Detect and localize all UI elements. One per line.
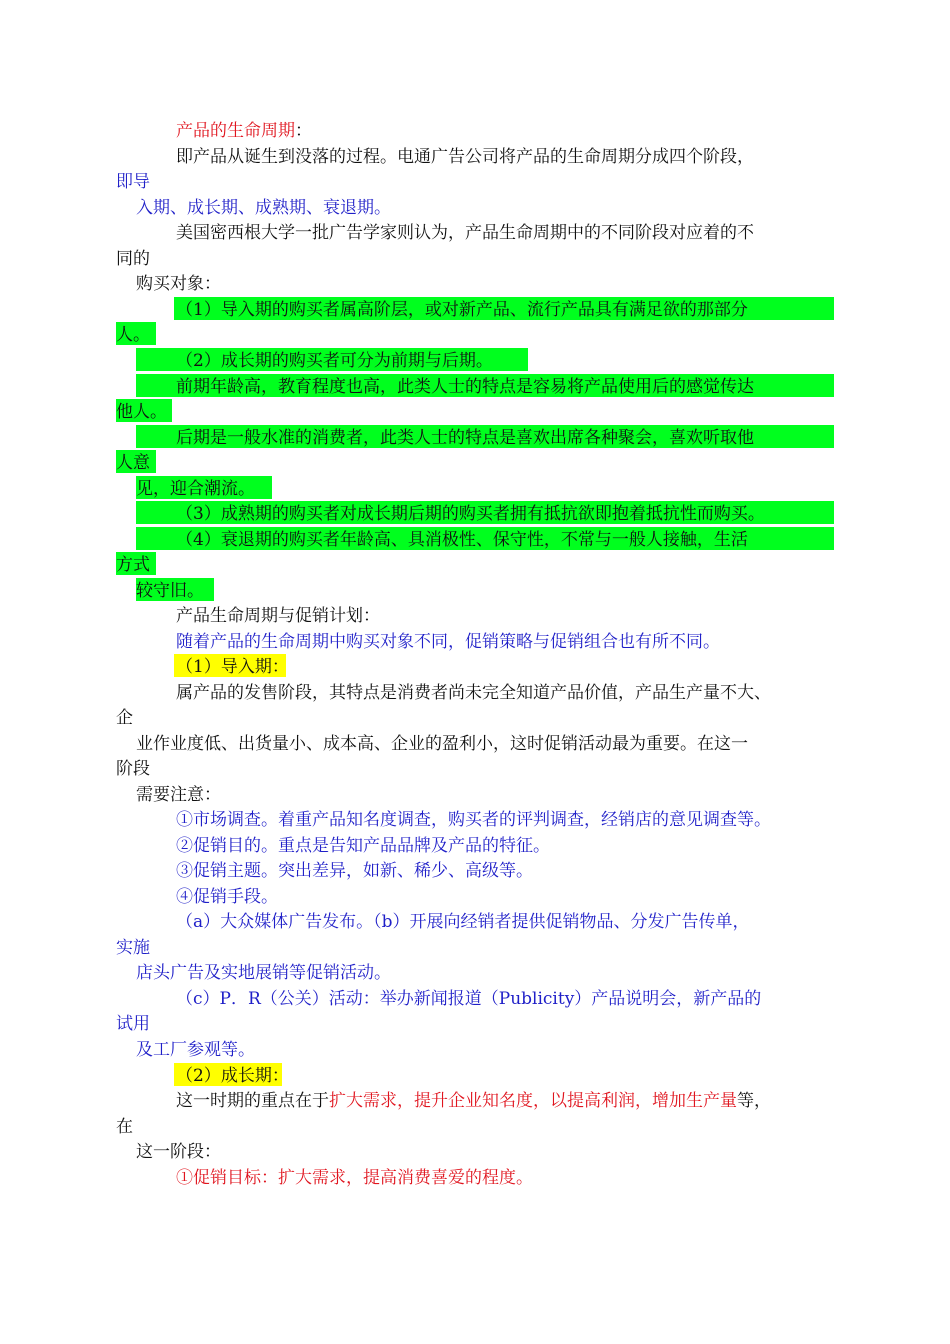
list-item-line: （1）导入期的购买者属高阶层，或对新产品、流行产品具有满足欲的那部分: [176, 300, 748, 320]
segment: （2）成长期: [176, 1066, 272, 1086]
segment: 等，: [737, 1091, 771, 1111]
list-item-line: 见，迎合潮流。: [136, 479, 255, 499]
segment: 这一时期的重点在于: [176, 1091, 329, 1111]
paragraph-line: 即产品从诞生到没落的过程。电通广告公司将产品的生命周期分成四个阶段，: [176, 147, 754, 167]
paragraph-line: 购买对象：: [136, 274, 221, 294]
list-item-line: 方式: [116, 555, 150, 575]
list-item-line: ②促销目的。重点是告知产品品牌及产品的特征。: [176, 836, 550, 856]
segment: ：: [271, 1066, 289, 1086]
segment: 产品的生命周期: [176, 121, 295, 141]
paragraph-line: 业作业度低、出货量小、成本高、企业的盈利小，这时促销活动最为重要。在这一: [136, 734, 748, 754]
paragraph-line: 在: [116, 1117, 133, 1137]
list-item-line: 较守旧。: [136, 581, 204, 601]
paragraph-line: 随着产品的生命周期中购买对象不同，促销策略与促销组合也有所不同。: [176, 632, 720, 652]
paragraph-line: 这一阶段：: [136, 1142, 221, 1162]
list-item-line: 人。: [116, 325, 150, 345]
list-item-line: ①市场调查。着重产品知名度调查，购买者的评判调查，经销店的意见调查等。: [176, 810, 771, 830]
paragraph-line: [176, 1090, 771, 1112]
subsection-heading: [176, 1065, 289, 1087]
list-item-line: 及工厂参观等。: [136, 1040, 255, 1060]
paragraph-line: 属产品的发售阶段，其特点是消费者尚未完全知道产品价值，产品生产量不大、: [176, 683, 771, 703]
list-item-line: 后期是一般水准的消费者，此类人士的特点是喜欢出席各种聚会，喜欢听取他: [176, 428, 754, 448]
list-item-line: ③促销主题。突出差异，如新、稀少、高级等。: [176, 861, 533, 881]
list-item-line: （2）成长期的购买者可分为前期与后期。: [176, 351, 493, 371]
list-item-line: （a）大众媒体广告发布。（b）开展向经销者提供促销物品、分发广告传单，: [176, 912, 750, 932]
list-item-line: （3）成熟期的购买者对成长期后期的购买者拥有抵抗欲即抱着抵抗性而购买。: [176, 504, 765, 524]
list-item-line: 他人。: [116, 402, 167, 422]
segment: ：: [295, 121, 312, 141]
list-item-line: （4）衰退期的购买者年龄高、具消极性、保守性，不常与一般人接触，生活: [176, 530, 748, 550]
paragraph-line: 企: [116, 708, 133, 728]
list-item-line: 人意: [116, 453, 150, 473]
list-item-line: 试用: [116, 1014, 150, 1034]
list-item-line: ④促销手段。: [176, 887, 278, 907]
paragraph-line: 阶段: [116, 759, 150, 779]
paragraph-line: 需要注意：: [136, 785, 221, 805]
paragraph-line: 美国密西根大学一批广告学家则认为，产品生命周期中的不同阶段对应着的不: [176, 223, 754, 243]
paragraph-line: 同的: [116, 249, 150, 269]
section-heading: 产品生命周期与促销计划：: [176, 606, 380, 626]
paragraph-line: 入期、成长期、成熟期、衰退期。: [136, 198, 391, 218]
list-item-line: ①促销目标：扩大需求，提高消费喜爱的程度。: [176, 1168, 533, 1188]
list-item-line: 前期年龄高，教育程度也高，此类人士的特点是容易将产品使用后的感觉传达: [176, 377, 754, 397]
list-item-line: （c）P．R（公关）活动：举办新闻报道（Publicity）产品说明会，新产品的: [176, 989, 762, 1009]
list-item-line: 店头广告及实地展销等促销活动。: [136, 963, 391, 983]
section-title: [176, 120, 312, 142]
list-item-line: 实施: [116, 938, 150, 958]
subsection-heading: （1）导入期：: [176, 657, 289, 677]
paragraph-line: 即导: [116, 172, 150, 192]
segment: 扩大需求，提升企业知名度，以提高利润，增加生产量: [329, 1091, 737, 1111]
